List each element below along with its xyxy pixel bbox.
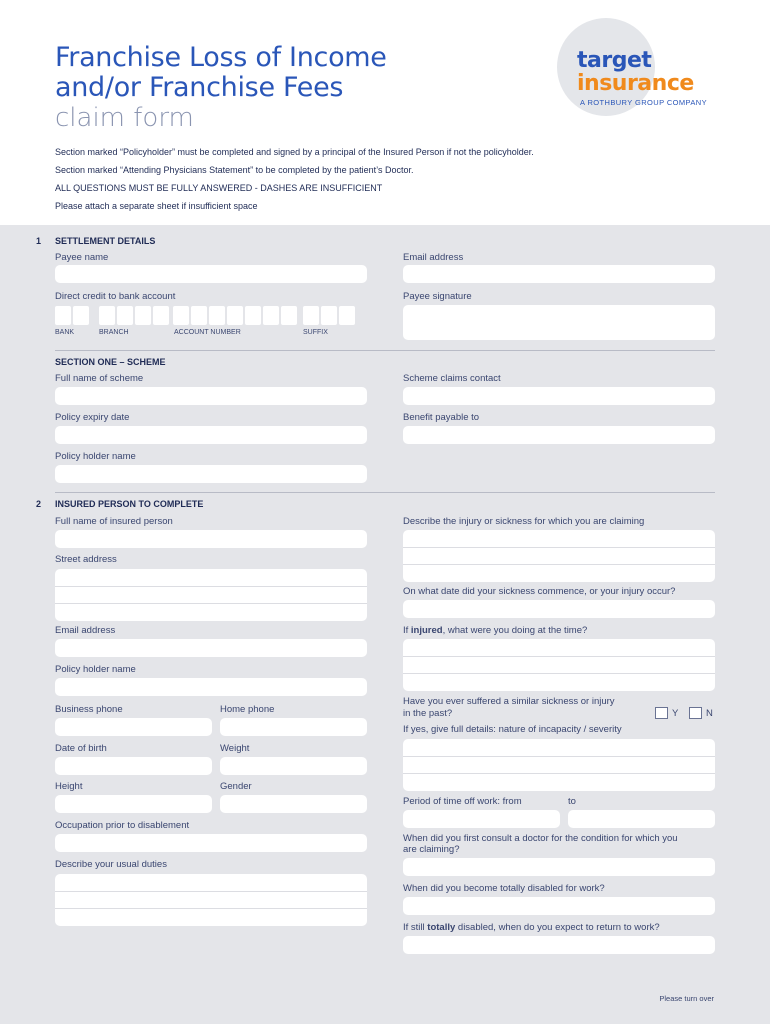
section-1-heading: SETTLEMENT DETAILS <box>55 236 156 246</box>
period-off-label: Period of time off work: from <box>403 796 522 807</box>
email-field[interactable] <box>403 265 715 283</box>
first-consult-label-line1: When did you first consult a doctor for the condition for which you <box>403 833 678 844</box>
note-all-questions: ALL QUESTIONS MUST BE FULLY ANSWERED - DASHES ARE INSUFFICIENT <box>55 183 383 193</box>
payee-signature-field[interactable] <box>403 305 715 340</box>
occupation-label: Occupation prior to disablement <box>55 820 190 831</box>
logo-word-insurance: insurance <box>577 71 694 96</box>
first-consult-label-line2: are claiming? <box>403 844 460 855</box>
period-to-label: to <box>568 796 576 807</box>
bank-account-digit-boxes[interactable] <box>55 306 355 326</box>
payee-name-label: Payee name <box>55 252 109 263</box>
home-phone-label: Home phone <box>220 704 275 715</box>
period-from-field[interactable] <box>403 810 560 828</box>
similar-yes-label: Y <box>672 708 679 719</box>
scheme-policy-holder-label: Policy holder name <box>55 451 136 462</box>
payee-name-field[interactable] <box>55 265 367 283</box>
benefit-payable-field[interactable] <box>403 426 715 444</box>
first-consult-field[interactable] <box>403 858 715 876</box>
account-number-label: ACCOUNT NUMBER <box>174 329 241 336</box>
note-physician: Section marked “Attending Physicians Statement” to be completed by the patient’s Doctor. <box>55 165 414 175</box>
benefit-payable-label: Benefit payable to <box>403 412 480 423</box>
please-turn-over: Please turn over <box>659 994 714 1003</box>
similar-no-checkbox[interactable] <box>689 707 702 719</box>
totally-disabled-label: When did you become totally disabled for work? <box>403 883 605 894</box>
note-separate-sheet: Please attach a separate sheet if insufficient space <box>55 201 258 211</box>
occupation-field[interactable] <box>55 834 367 852</box>
insured-email-label: Email address <box>55 625 116 636</box>
describe-injury-label: Describe the injury or sickness for which you are claiming <box>403 516 645 527</box>
scheme-policy-holder-field[interactable] <box>55 465 367 483</box>
scheme-claims-contact-label: Scheme claims contact <box>403 373 501 384</box>
weight-field[interactable] <box>220 757 367 775</box>
section-one-heading: SECTION ONE – SCHEME <box>55 357 166 367</box>
scheme-name-field[interactable] <box>55 387 367 405</box>
describe-injury-field[interactable] <box>403 530 715 582</box>
sickness-date-field[interactable] <box>403 600 715 618</box>
section-divider <box>55 492 715 493</box>
bank-label: BANK <box>55 329 75 336</box>
street-address-label: Street address <box>55 554 117 565</box>
weight-label: Weight <box>220 743 250 754</box>
suffix-label: SUFFIX <box>303 329 328 336</box>
dob-field[interactable] <box>55 757 212 775</box>
insured-policy-holder-field[interactable] <box>55 678 367 696</box>
policy-expiry-field[interactable] <box>55 426 367 444</box>
direct-credit-label: Direct credit to bank account <box>55 291 176 302</box>
height-field[interactable] <box>55 795 212 813</box>
business-phone-label: Business phone <box>55 704 123 715</box>
dob-label: Date of birth <box>55 743 107 754</box>
payee-signature-label: Payee signature <box>403 291 472 302</box>
insured-policy-holder-label: Policy holder name <box>55 664 136 675</box>
similar-yes-checkbox[interactable] <box>655 707 668 719</box>
email-label: Email address <box>403 252 464 263</box>
usual-duties-label: Describe your usual duties <box>55 859 167 870</box>
section-2-number: 2 <box>36 499 42 509</box>
scheme-name-label: Full name of scheme <box>55 373 144 384</box>
section-1-number: 1 <box>36 236 42 246</box>
similar-sickness-label-line2: in the past? <box>403 708 453 719</box>
note-policyholder: Section marked “Policyholder” must be completed and signed by a principal of the Insured Person if not the policyholder. <box>55 147 534 157</box>
if-injured-field[interactable] <box>403 639 715 691</box>
scheme-claims-contact-field[interactable] <box>403 387 715 405</box>
logo-tagline: A ROTHBURY GROUP COMPANY <box>580 98 707 107</box>
section-divider <box>55 350 715 351</box>
form-title-line1: Franchise Loss of Income <box>55 42 387 73</box>
if-yes-label: If yes, give full details: nature of incapacity / severity <box>403 724 622 735</box>
similar-no-label: N <box>706 708 713 719</box>
totally-disabled-field[interactable] <box>403 897 715 915</box>
if-yes-details-field[interactable] <box>403 739 715 791</box>
if-injured-label: If injured, what were you doing at the time? <box>403 625 588 636</box>
form-title-line2: and/or Franchise Fees <box>55 72 344 103</box>
return-to-work-field[interactable] <box>403 936 715 954</box>
sickness-date-label: On what date did your sickness commence, or your injury occur? <box>403 586 676 597</box>
return-to-work-label: If still totally disabled, when do you expect to return to work? <box>403 922 660 933</box>
branch-label: BRANCH <box>99 329 129 336</box>
section-2-heading: INSURED PERSON TO COMPLETE <box>55 499 204 509</box>
policy-expiry-label: Policy expiry date <box>55 412 130 423</box>
gender-field[interactable] <box>220 795 367 813</box>
home-phone-field[interactable] <box>220 718 367 736</box>
period-to-field[interactable] <box>568 810 715 828</box>
gender-label: Gender <box>220 781 252 792</box>
similar-sickness-label-line1: Have you ever suffered a similar sickness or injury <box>403 696 615 707</box>
form-subtitle: claim form <box>55 103 194 133</box>
logo-word-target: target <box>577 48 652 73</box>
insured-email-field[interactable] <box>55 639 367 657</box>
insured-name-field[interactable] <box>55 530 367 548</box>
height-label: Height <box>55 781 83 792</box>
usual-duties-field[interactable] <box>55 874 367 926</box>
business-phone-field[interactable] <box>55 718 212 736</box>
street-address-field[interactable] <box>55 569 367 621</box>
insured-name-label: Full name of insured person <box>55 516 173 527</box>
